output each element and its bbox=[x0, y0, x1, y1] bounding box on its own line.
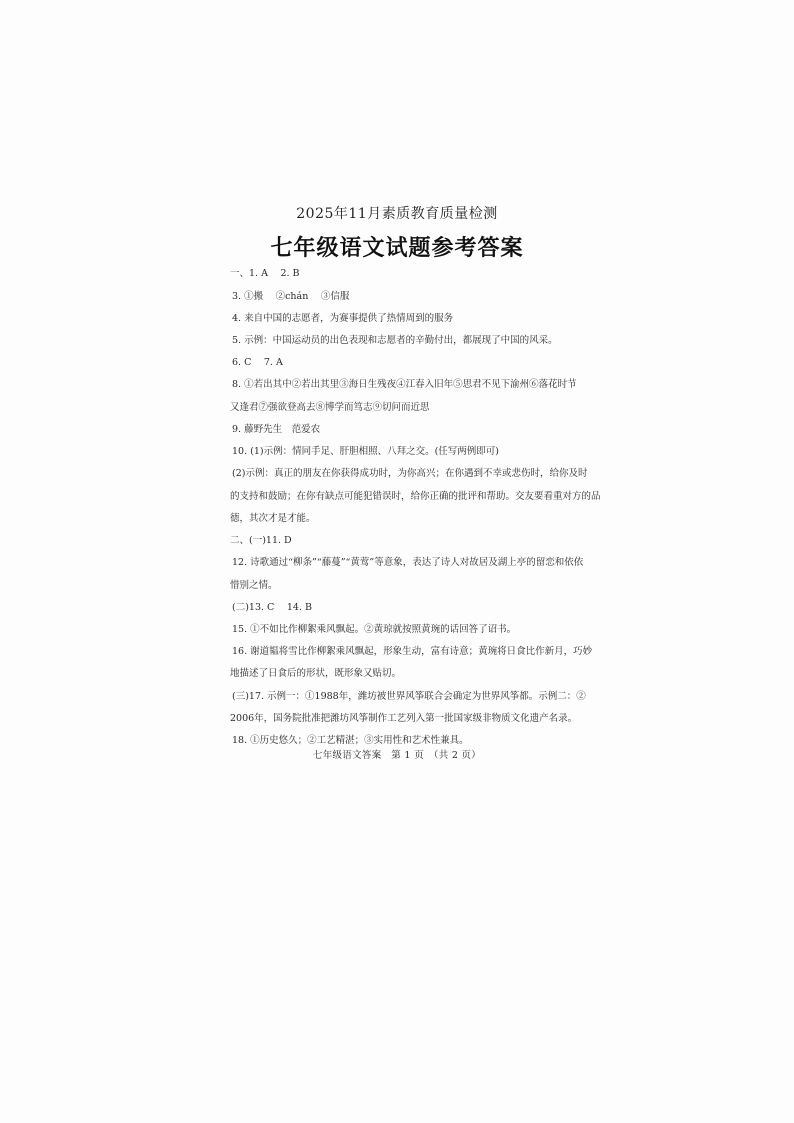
exam-subtitle: 2025年11月素质教育质量检测 bbox=[296, 206, 498, 222]
answer-line: 9. 藤野先生 范爱农 bbox=[232, 424, 321, 435]
answer-line: 地描述了日食后的形状，既形象又贴切。 bbox=[230, 668, 402, 679]
page-footer: 七年级语文答案 第 1 页 （共 2 页） bbox=[312, 750, 482, 761]
answer-line: 5. 示例：中国运动员的出色表现和志愿者的辛勤付出，都展现了中国的风采。 bbox=[232, 335, 558, 346]
answer-line: 二、(一)11. D bbox=[230, 535, 292, 546]
answer-line: 15. ①不如比作柳絮乘风飘起。②黄琼就按照黄琬的话回答了诏书。 bbox=[232, 624, 517, 635]
answer-line: 惜别之情。 bbox=[230, 580, 278, 591]
answer-line: 2006年，国务院批准把潍坊风筝制作工艺列入第一批国家级非物质文化遗产名录。 bbox=[230, 713, 578, 724]
answer-line: 3. ①搬 ②chán ③信服 bbox=[232, 291, 350, 302]
answer-line: 16. 谢道韫将雪比作柳絮乘风飘起，形象生动，富有诗意；黄琬将日食比作新月，巧妙 bbox=[232, 646, 593, 657]
answer-line: 8. ①若出其中②若出其里③海日生残夜④江春入旧年⑤思君不见下渝州⑥落花时节 bbox=[232, 379, 577, 390]
answer-line: 的支持和鼓励；在你有缺点可能犯错误时，给你正确的批评和帮助。交友要看重对方的品 bbox=[230, 491, 601, 502]
answer-line: 德，其次才是才能。 bbox=[230, 513, 316, 524]
answer-line: (2)示例：真正的朋友在你获得成功时，为你高兴；在你遇到不幸或悲伤时，给你及时 bbox=[232, 468, 588, 479]
answer-line: 一、1. A 2. B bbox=[230, 268, 300, 279]
page-title: 七年级语文试题参考答案 bbox=[270, 235, 524, 261]
answer-line: 4. 来自中国的志愿者，为赛事提供了热情周到的服务 bbox=[232, 313, 454, 324]
answer-line: 6. C 7. A bbox=[232, 357, 283, 368]
answer-line: 10. (1)示例：情同手足、肝胆相照、八拜之交。(任写两例即可) bbox=[232, 446, 499, 457]
answer-line: 12. 诗歌通过“柳条”“藤蔓”“黄莺”等意象，表达了诗人对故居及湖上亭的留恋和依依 bbox=[232, 557, 584, 568]
answer-line: 又逢君⑦强欲登高去⑧博学而笃志⑨切问而近思 bbox=[230, 402, 430, 413]
answer-line: 18. ①历史悠久；②工艺精湛；③实用性和艺术性兼具。 bbox=[232, 735, 469, 746]
answer-line: (三)17. 示例一：①1988年，潍坊被世界风筝联合会确定为世界风筝都。示例二：② bbox=[232, 691, 586, 702]
answer-line: (二)13. C 14. B bbox=[232, 602, 312, 613]
